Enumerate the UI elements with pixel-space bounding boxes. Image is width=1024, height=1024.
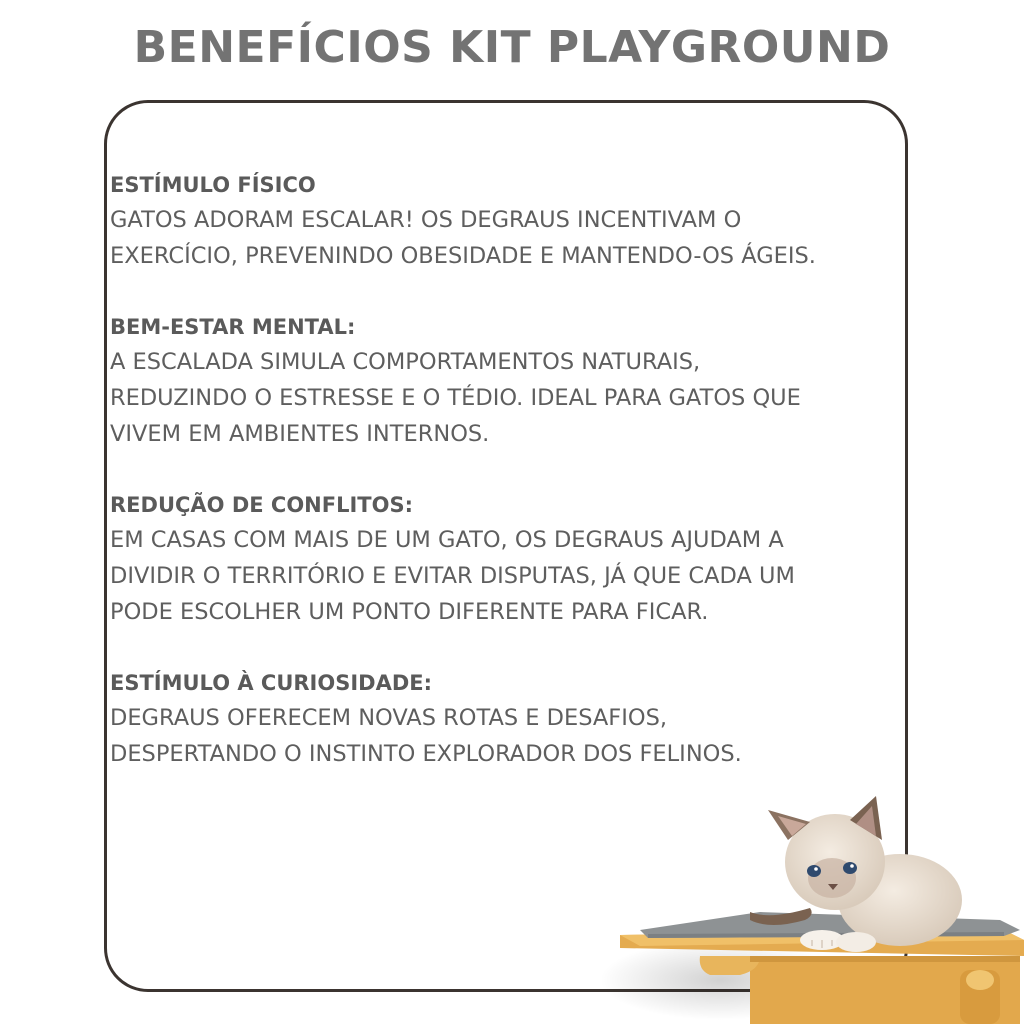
benefit-section xyxy=(110,310,900,452)
benefit-text: EM CASAS COM MAIS DE UM GATO, OS DEGRAUS AJUDAM A DIVIDIR O TERRITÓRIO E EVITAR DISPUTAS, JÁ QUE CADA UM PODE ESCOLHER UM PONTO DIFERENTE PARA FICAR. xyxy=(110,527,795,625)
benefit-text: A ESCALADA SIMULA COMPORTAMENTOS NATURAIS, REDUZINDO O ESTRESSE E O TÉDIO. IDEAL PARA GATOS QUE VIVEM EM AMBIENTES INTERNOS. xyxy=(110,349,801,447)
benefit-section xyxy=(110,666,900,772)
benefit-heading: ESTÍMULO À CURIOSIDADE: xyxy=(110,671,433,695)
benefits-list xyxy=(110,168,900,808)
benefit-section xyxy=(110,168,900,274)
page-title: BENEFÍCIOS KIT PLAYGROUND xyxy=(133,22,891,73)
kitten-on-shelf-illustration xyxy=(600,780,1024,1024)
benefit-section xyxy=(110,488,900,630)
benefit-text: DEGRAUS OFERECEM NOVAS ROTAS E DESAFIOS, DESPERTANDO O INSTINTO EXPLORADOR DOS FELINOS. xyxy=(110,705,742,767)
benefit-text: GATOS ADORAM ESCALAR! OS DEGRAUS INCENTIVAM O EXERCÍCIO, PREVENINDO OBESIDADE E MANTENDO-OS ÁGEIS. xyxy=(110,207,816,269)
benefit-heading: REDUÇÃO DE CONFLITOS: xyxy=(110,493,413,517)
benefit-heading: BEM-ESTAR MENTAL: xyxy=(110,315,356,339)
benefit-heading: ESTÍMULO FÍSICO xyxy=(110,173,316,197)
